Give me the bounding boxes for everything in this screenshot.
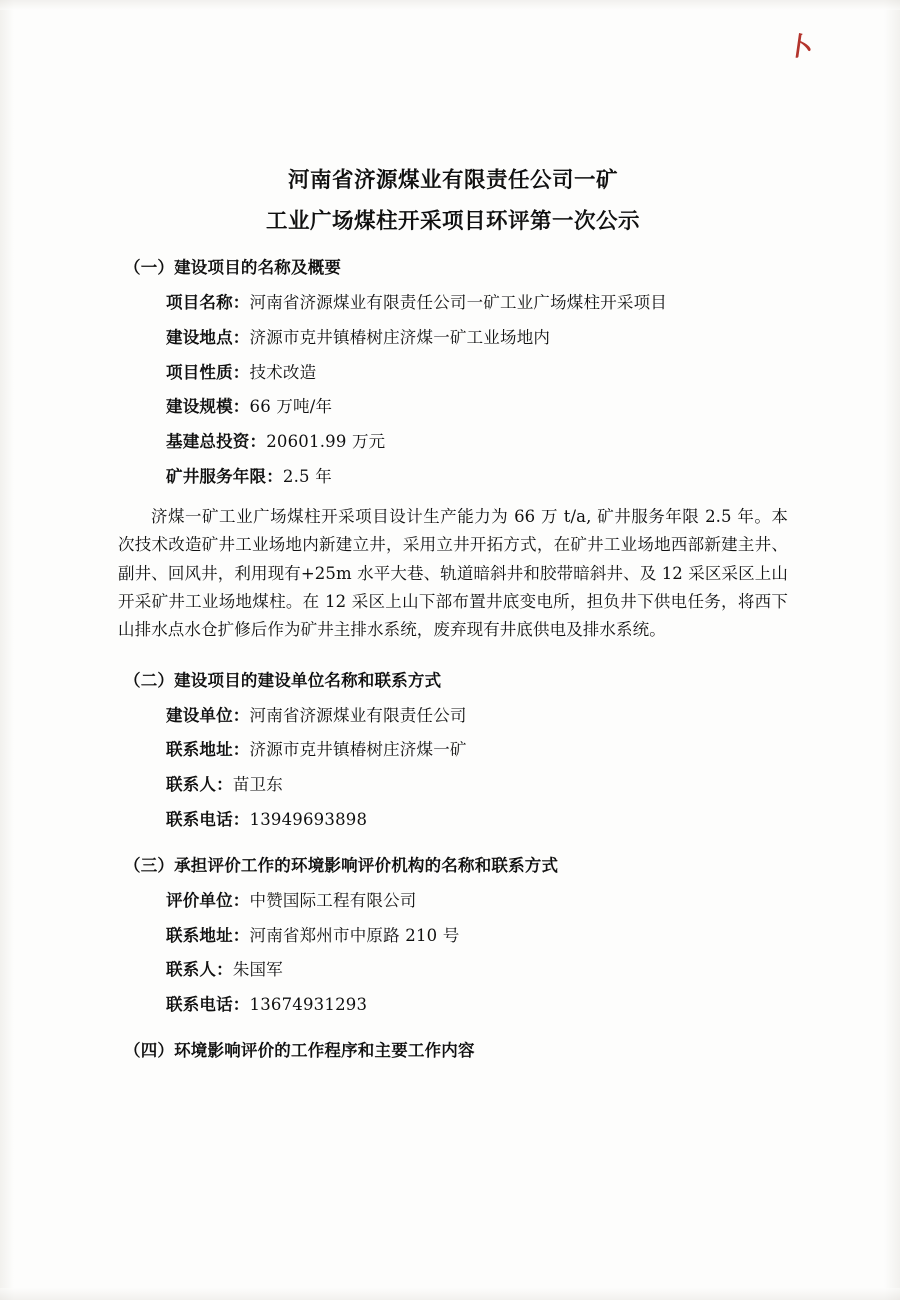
field-label: 联系电话： [166,995,250,1015]
field-label: 联系地址： [166,740,250,760]
field-value: 河南省郑州市中原路 210 号 [249,925,460,945]
field-assessment-contact-phone [118,995,788,1015]
page-edge-bottom [0,1288,900,1300]
field-value: 河南省济源煤业有限责任公司一矿工业广场煤柱开采项目 [249,293,667,312]
project-overview-paragraph: 济煤一矿工业广场煤柱开采项目设计生产能力为 66 万 t/a, 矿井服务年限 2.5 年。本次技术改造矿井工业场地内新建立井，采用立井开拓方式，在矿井工业场地西部新建主井、副井、回风井，利用现有+25m 水平大巷、轨道暗斜井和胶带暗斜井、及 12 采区采区上山开采矿井工业场地煤柱。在 12 采区上山下部布置井底变电所，担负井下供电任务，将西下山排水点水仓扩修后作为矿井主排水系统，废弃现有井底供电及排水系统。 [118,506,788,640]
field-assessment-contact-person [118,960,788,980]
section-heading-2: （二）建设项目的建设单位名称和联系方式 [124,670,442,690]
field-label: 项目名称： [166,293,250,312]
document-body [118,170,788,1075]
field-label: 矿井服务年限： [166,466,283,486]
page-bottom-spacer [118,1061,788,1075]
field-contact-phone [118,810,788,830]
field-value: 济源市克井镇椿树庄济煤一矿 [249,740,467,760]
field-value: 苗卫东 [232,775,283,795]
page-title-line-2: 工业广场煤柱开采项目环评第一次公示 [265,208,640,234]
field-project-nature [118,363,788,383]
page-title-line-1: 河南省济源煤业有限责任公司一矿 [287,168,618,193]
field-contact-address [118,740,788,760]
page-edge-top [0,0,900,10]
page-edge-right [884,0,900,1300]
field-label: 联系人： [166,775,233,795]
field-value: 20601.99 万元 [266,432,386,452]
field-value: 13949693898 [249,810,368,830]
field-label: 建设规模： [166,397,250,417]
field-construction-unit [118,706,788,726]
field-project-name [118,293,788,313]
field-label: 建设地点： [166,327,250,347]
field-value: 13674931293 [249,995,368,1015]
field-label: 评价单位： [166,890,250,910]
field-contact-person [118,775,788,795]
field-label: 联系电话： [166,810,250,830]
field-value: 技术改造 [249,362,317,382]
field-label: 建设单位： [166,705,250,725]
section-heading-3: （三）承担评价工作的环境影响评价机构的名称和联系方式 [124,855,559,875]
field-label: 联系地址： [166,925,250,945]
section-heading-1: （一）建设项目的名称及概要 [124,258,342,277]
field-value: 2.5 年 [282,466,332,486]
field-value: 66 万吨/年 [249,397,333,417]
field-mine-service-life [118,467,788,487]
field-value: 济源市克井镇椿树庄济煤一矿工业场地内 [249,327,551,347]
field-assessment-unit [118,891,788,911]
page-edge-left [0,0,14,1300]
red-stamp-mark: 卜 [784,31,815,65]
field-construction-scale [118,397,788,417]
field-value: 中赞国际工程有限公司 [249,890,417,910]
field-label: 项目性质： [166,362,250,382]
field-project-location [118,328,788,348]
field-value: 河南省济源煤业有限责任公司 [249,705,467,725]
field-total-investment [118,432,788,452]
page-title [118,170,788,232]
field-assessment-address [118,926,788,946]
field-value: 朱国军 [232,960,283,980]
field-label: 基建总投资： [166,432,267,452]
section-heading-4: （四）环境影响评价的工作程序和主要工作内容 [124,1041,475,1061]
field-label: 联系人： [166,960,233,980]
